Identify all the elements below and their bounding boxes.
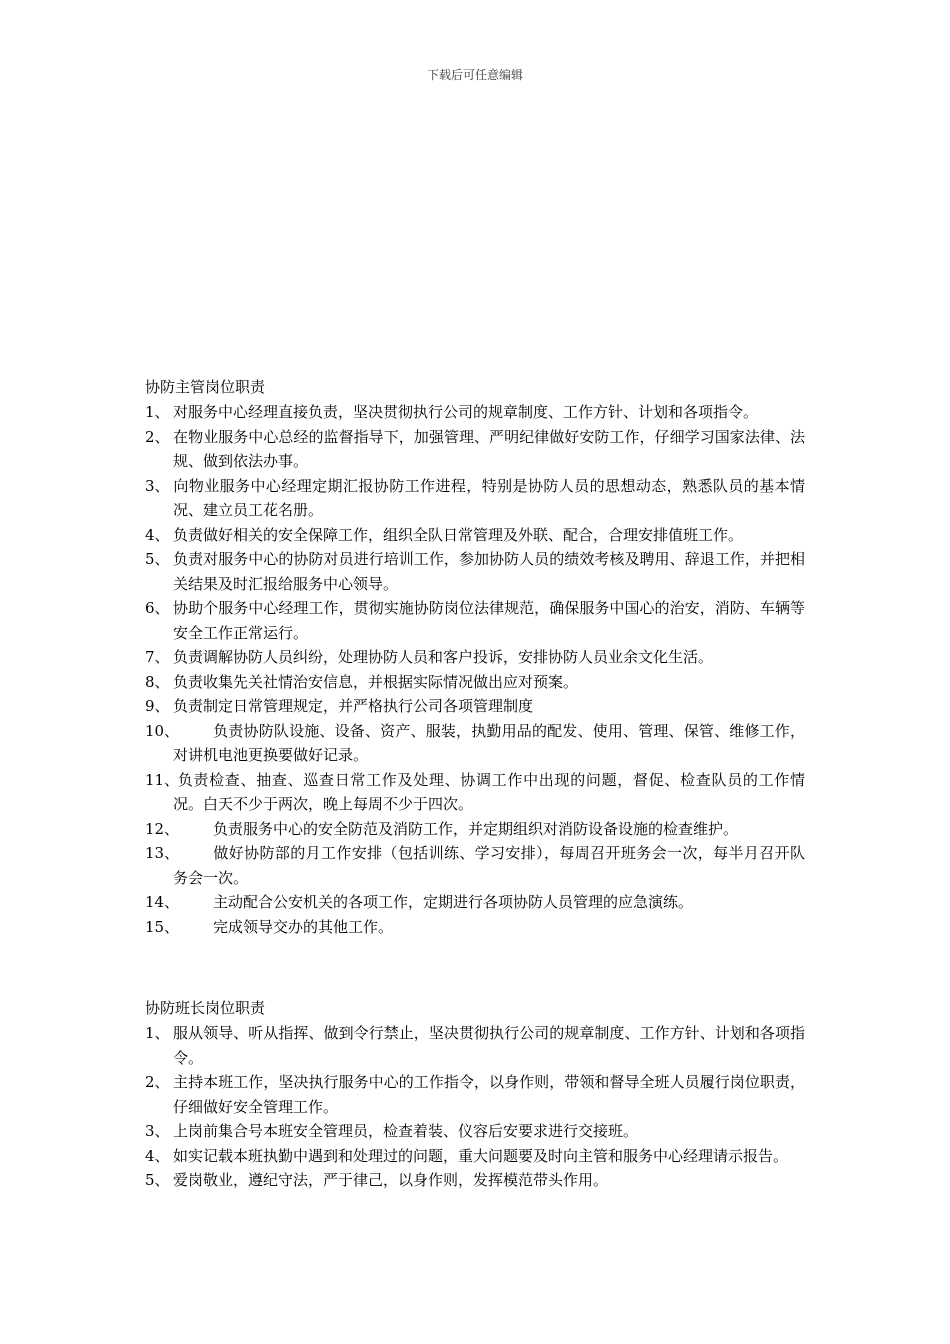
item-number: 3、	[145, 1122, 170, 1140]
item-number: 4、	[145, 525, 170, 544]
item-number: 2、	[145, 1073, 170, 1091]
item-text: 对服务中心经理直接负责，坚决贯彻执行公司的规章制度、工作方针、计划和各项指令。	[173, 403, 759, 421]
item-text: 如实记载本班执勤中遇到和处理过的问题，重大问题要及时向主管和服务中心经理请示报告。	[173, 1146, 789, 1165]
item-text: 主动配合公安机关的各项工作，定期进行各项协防人员管理的应急演练。	[213, 893, 694, 911]
item-number: 3、	[145, 476, 170, 495]
item-number: 7、	[145, 648, 170, 666]
list-item	[145, 400, 805, 425]
header-note: 下载后可任意编辑	[426, 68, 523, 82]
list-item	[145, 645, 805, 670]
item-number: 5、	[145, 550, 170, 568]
list-item	[145, 817, 805, 842]
item-number: 13、	[145, 844, 180, 862]
item-text: 负责对服务中心的协防对员进行培训工作，参加协防人员的绩效考核及聘用、辞退工作，并把相关结果及时汇报给服务中心领导。	[173, 550, 805, 593]
item-number: 6、	[145, 599, 170, 617]
item-text: 上岗前集合号本班安全管理员，检查着装、仪容后安要求进行交接班。	[173, 1122, 639, 1140]
item-number: 14、	[145, 893, 180, 911]
item-number: 5、	[145, 1171, 170, 1189]
list-item	[145, 474, 805, 523]
item-text: 负责服务中心的安全防范及消防工作，并定期组织对消防设备设施的检查维护。	[213, 819, 739, 838]
item-text: 服从领导、听从指挥、做到令行禁止，坚决贯彻执行公司的规章制度、工作方针、计划和各项指令。	[173, 1024, 805, 1067]
section-squad-leader-duties	[145, 996, 805, 1193]
item-text: 向物业服务中心经理定期汇报协防工作进程，特别是协防人员的思想动态，熟悉队员的基本情况、建立员工花名册。	[173, 476, 805, 519]
item-text: 主持本班工作，坚决执行服务中心的工作指令，以身作则，带领和督导全班人员履行岗位职责，仔细做好安全管理工作。	[173, 1073, 805, 1116]
item-text: 爱岗敬业，遵纪守法，严于律己，以身作则，发挥模范带头作用。	[173, 1171, 609, 1189]
item-number: 2、	[145, 427, 170, 446]
list-item	[145, 1021, 805, 1070]
item-number: 15、	[145, 917, 180, 936]
list-item	[145, 547, 805, 596]
item-text: 负责检查、抽查、巡查日常工作及处理、协调工作中出现的问题，督促、检查队员的工作情况。白天不少于两次，晚上每周不少于四次。	[173, 770, 805, 813]
list-item	[145, 425, 805, 474]
item-text: 负责做好相关的安全保障工作，组织全队日常管理及外联、配合，合理安排值班工作。	[173, 525, 744, 544]
list-item	[145, 523, 805, 548]
item-text: 完成领导交办的其他工作。	[213, 917, 394, 936]
list-item	[145, 841, 805, 890]
list-item	[145, 670, 805, 695]
item-text: 负责协防队设施、设备、资产、服装，执勤用品的配发、使用、管理、保管、维修工作，对讲机电池更换要做好记录。	[173, 721, 805, 764]
item-text: 负责收集先关社情治安信息，并根据实际情况做出应对预案。	[173, 672, 579, 691]
item-number: 11、	[145, 770, 180, 789]
item-number: 10、	[145, 721, 180, 740]
item-text: 在物业服务中心总经的监督指导下，加强管理、严明纪律做好安防工作，仔细学习国家法律、法规、做到依法办事。	[173, 427, 805, 470]
list-item	[145, 596, 805, 645]
duty-list	[145, 400, 805, 939]
list-item	[145, 1070, 805, 1119]
item-number: 1、	[145, 1024, 170, 1042]
list-item	[145, 1168, 805, 1193]
list-item	[145, 890, 805, 915]
item-number: 9、	[145, 697, 170, 715]
item-number: 12、	[145, 819, 180, 838]
section-supervisor-duties	[145, 375, 805, 939]
item-number: 1、	[145, 403, 170, 421]
item-number: 4、	[145, 1146, 170, 1165]
item-text: 负责调解协防人员纠纷，处理协防人员和客户投诉，安排协防人员业余文化生活。	[173, 648, 714, 666]
list-item	[145, 694, 805, 719]
list-item	[145, 719, 805, 768]
list-item	[145, 768, 805, 817]
duty-list	[145, 1021, 805, 1193]
section-title: 协防主管岗位职责	[145, 378, 266, 396]
section-title: 协防班长岗位职责	[145, 999, 266, 1017]
item-text: 做好协防部的月工作安排（包括训练、学习安排），每周召开班务会一次，每半月召开队务会一次。	[173, 844, 805, 887]
list-item	[145, 1119, 805, 1144]
list-item	[145, 1144, 805, 1169]
list-item	[145, 915, 805, 940]
item-text: 协助个服务中心经理工作，贯彻实施协防岗位法律规范，确保服务中国心的治安，消防、车辆等安全工作正常运行。	[173, 599, 805, 642]
item-text: 负责制定日常管理规定，并严格执行公司各项管理制度	[173, 697, 534, 715]
item-number: 8、	[145, 672, 170, 691]
